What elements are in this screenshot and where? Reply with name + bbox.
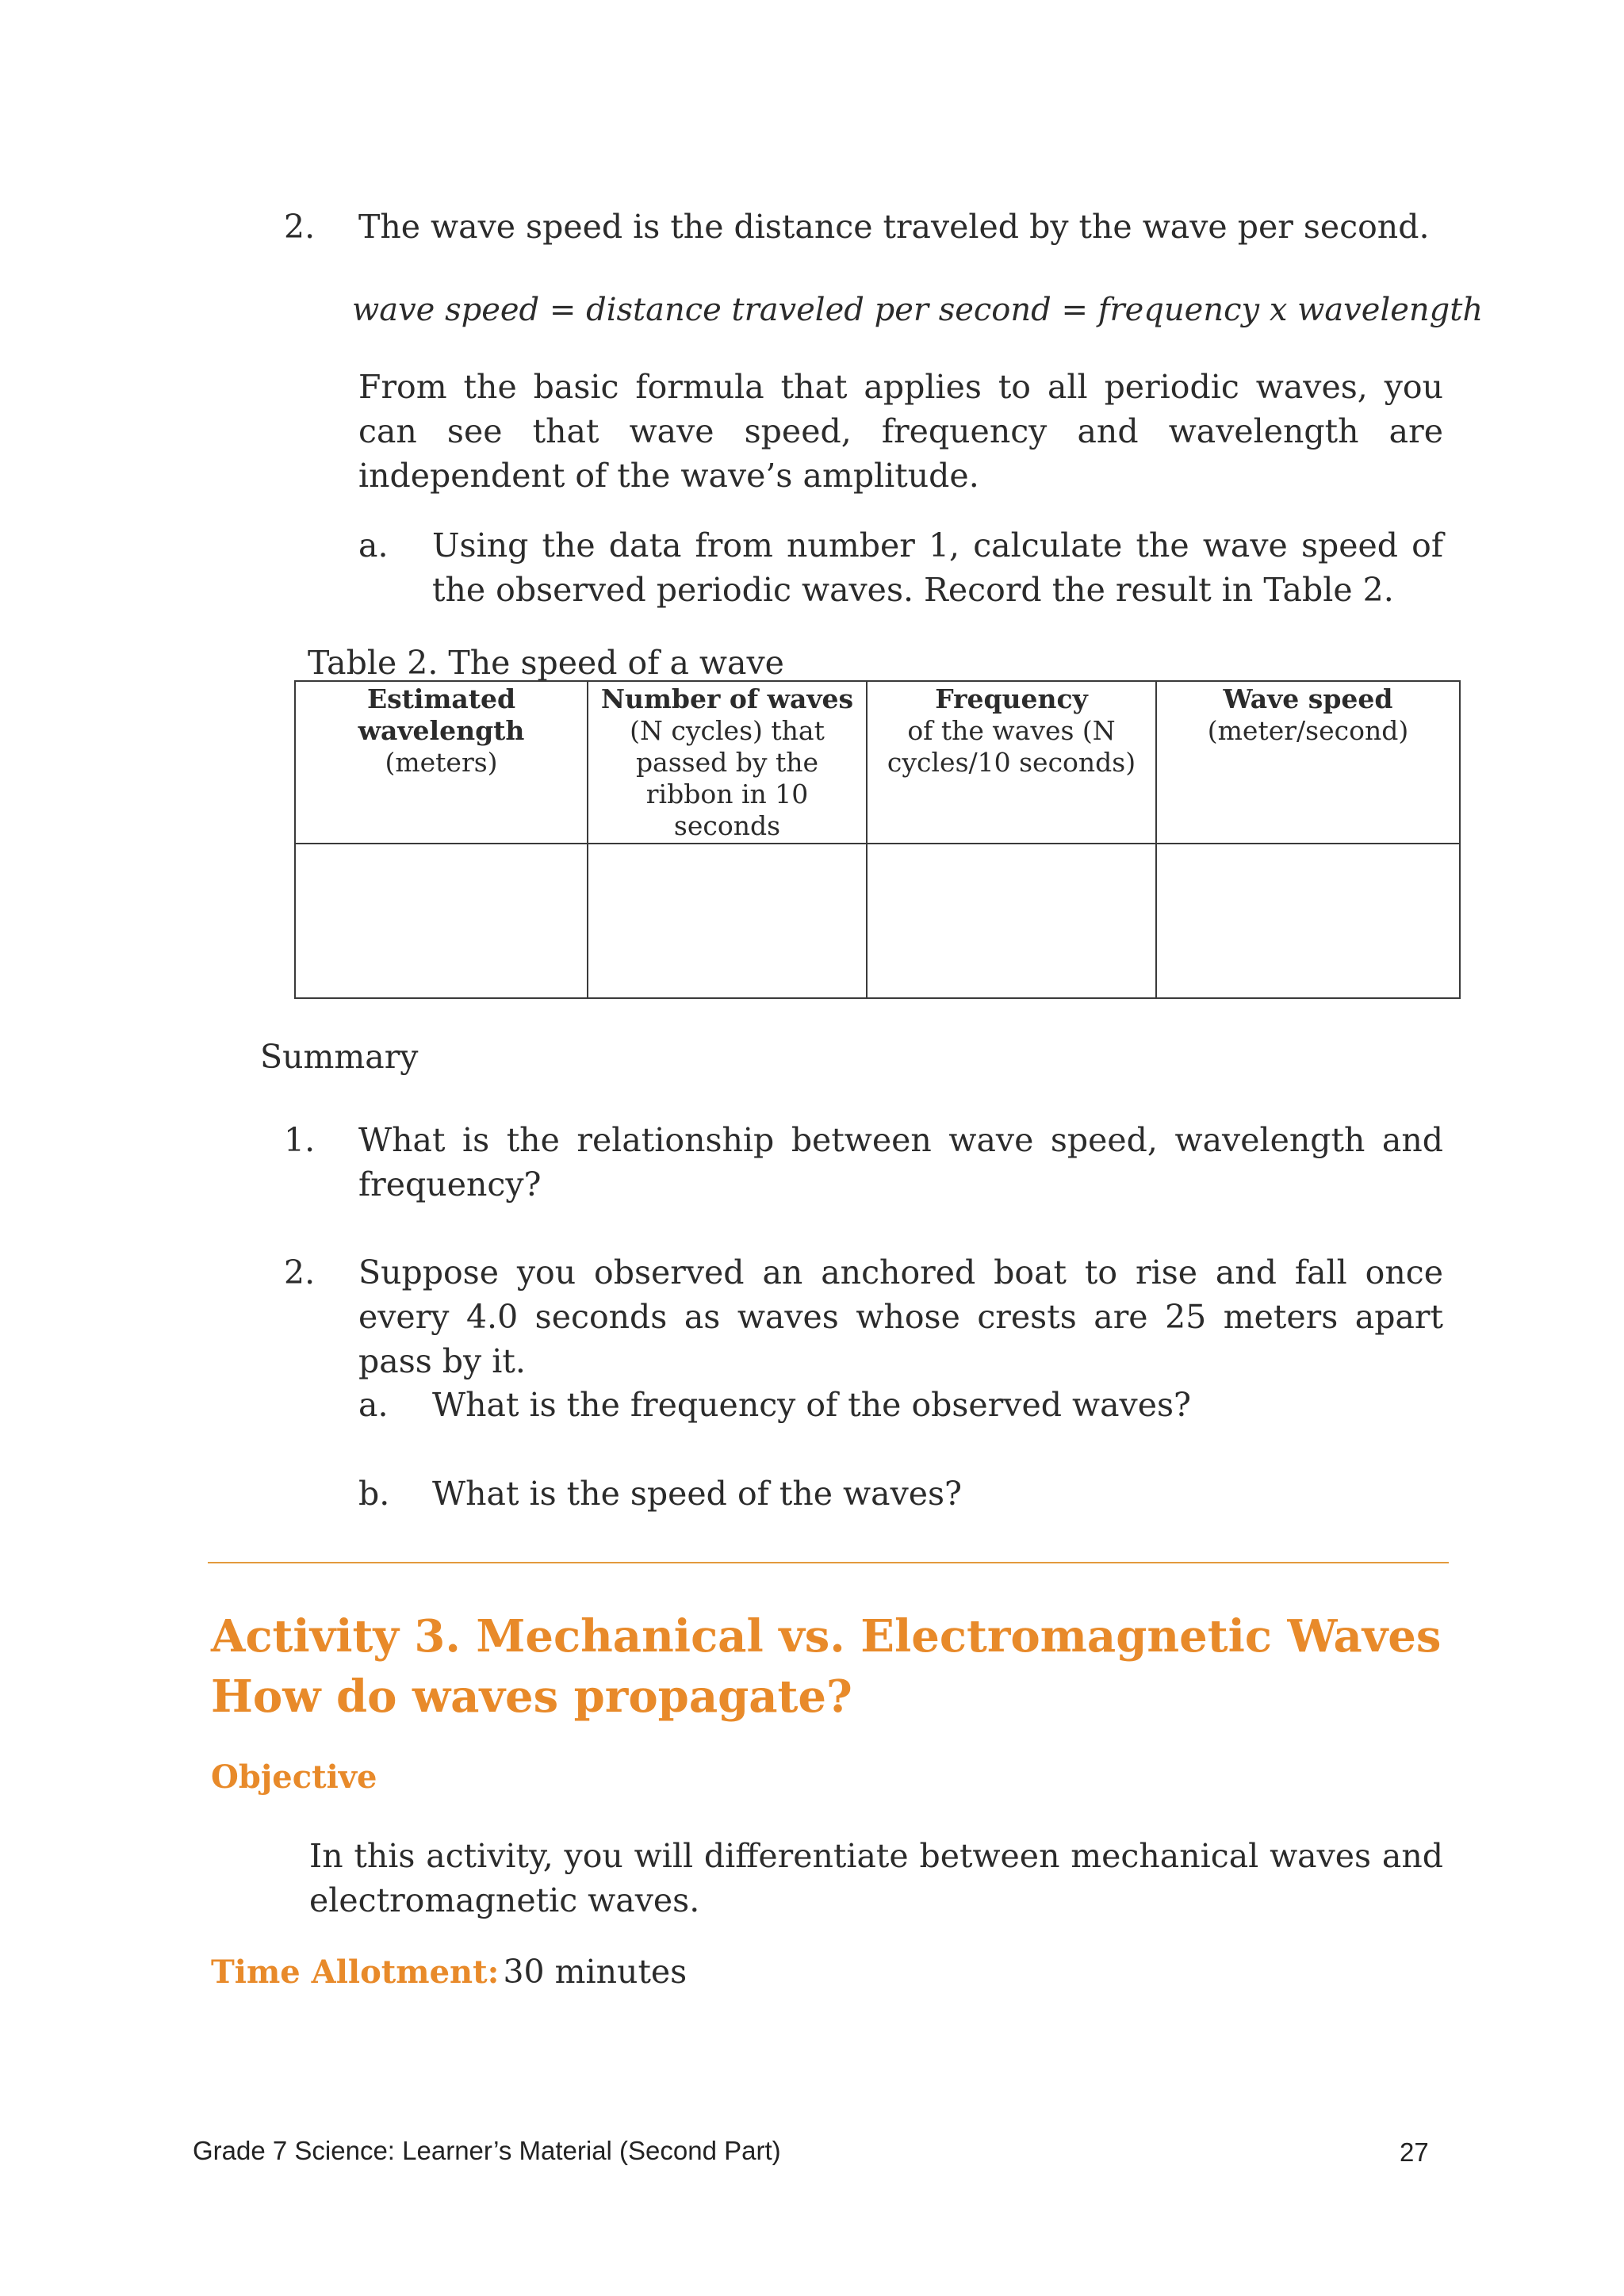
sub-item-text: Using the data from number 1, calculate the wave speed of the observed periodic waves. Record the result in Table 2.: [432, 526, 1443, 609]
objective-text: In this activity, you will differentiate between mechanical waves and electromagnetic waves.: [309, 1837, 1443, 1919]
summary-q2a-text: What is the frequency of the observed waves?: [432, 1386, 1191, 1424]
table-cell-wave-speed[interactable]: [1156, 844, 1460, 998]
header-cell-wave-speed: Wave speed (meter/second): [1156, 681, 1460, 844]
objective-label: Objective: [211, 1758, 377, 1796]
footer-text: Grade 7 Science: Learner’s Material (Second Part): [193, 2136, 781, 2165]
summary-q2b-text: What is the speed of the waves?: [432, 1475, 963, 1513]
activity-title-line2: How do waves propagate?: [211, 1670, 852, 1723]
item-text: The wave speed is the distance traveled by the wave per second.: [358, 208, 1430, 246]
section-divider: [208, 1562, 1449, 1563]
summary-q1-number: 1.: [284, 1121, 316, 1159]
summary-q2-number: 2.: [284, 1253, 316, 1292]
header-cell-number-of-waves: Number of waves (N cycles) that passed by the ribbon in 10 seconds: [588, 681, 867, 844]
summary-q2a-letter: a.: [358, 1386, 389, 1424]
time-allotment-label: Time Allotment:: [211, 1954, 500, 1991]
summary-q1-text: What is the relationship between wave speed, wavelength and frequency?: [358, 1121, 1443, 1203]
activity-title-line1: Activity 3. Mechanical vs. Electromagnetic Waves: [211, 1610, 1442, 1663]
formula-paragraph: From the basic formula that applies to all periodic waves, you can see that wave speed, frequency and wavelength are independent of the wave’s amplitude.: [358, 368, 1443, 495]
time-allotment: [211, 1950, 687, 1994]
wave-speed-formula: wave speed = distance traveled per second = frequency x wavelength: [352, 292, 1484, 328]
summary-heading: Summary: [260, 1038, 419, 1076]
page-number: 27: [1400, 2137, 1429, 2167]
header-cell-frequency: Frequency of the waves (N cycles/10 seconds): [867, 681, 1156, 844]
header-cell-wavelength: Estimated wavelength (meters): [295, 681, 588, 844]
table-cell-number-of-waves[interactable]: [588, 844, 867, 998]
summary-q2b-letter: b.: [358, 1475, 390, 1513]
wave-speed-table: [294, 680, 1461, 999]
table-cell-frequency[interactable]: [867, 844, 1156, 998]
item-number: 2.: [284, 208, 316, 246]
table-caption: Table 2. The speed of a wave: [308, 644, 784, 682]
table-header-row: [295, 681, 1460, 844]
time-allotment-value: 30 minutes: [503, 1953, 688, 1991]
table-cell-wavelength[interactable]: [295, 844, 588, 998]
table-row: [295, 844, 1460, 998]
summary-q2-text: Suppose you observed an anchored boat to rise and fall once every 4.0 seconds as waves whose crests are 25 meters apart pass by it.: [358, 1253, 1443, 1380]
sub-item-letter: a.: [358, 526, 389, 564]
